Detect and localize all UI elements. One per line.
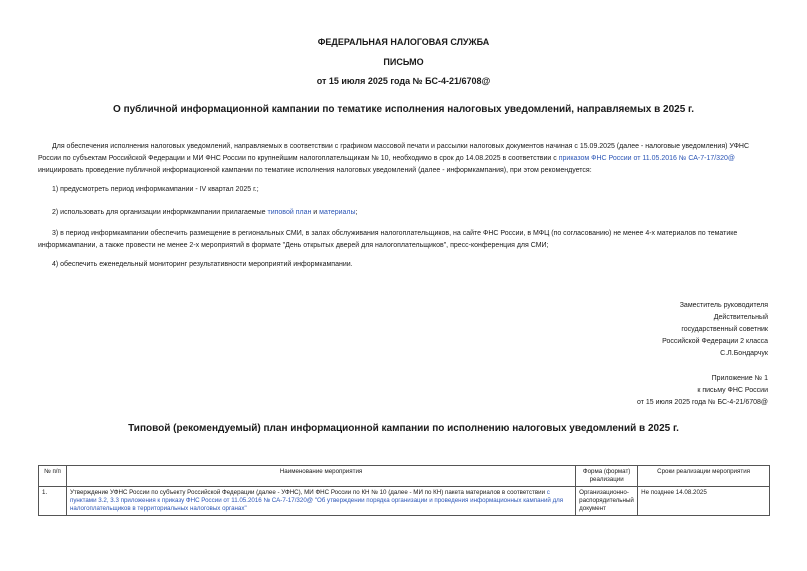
item2-text-before: 2) использовать для организации информкампании прилагаемые — [52, 209, 268, 216]
recommendation-item-1: 1) предусмотреть период информкампании - IV квартал 2025 г.; — [52, 186, 259, 193]
typical-plan-link[interactable]: типовой план — [267, 209, 312, 216]
order-link[interactable]: приказом ФНС России от 11.05.2016 № СА-7-17/320@ — [558, 155, 735, 162]
document-subject: О публичной информационной кампании по тематике исполнения налоговых уведомлений, направляемых в 2025 г. — [113, 104, 694, 115]
signature-name: С.Л.Бондарчук — [720, 350, 768, 357]
document-date-number: от 15 июля 2025 года № БС-4-21/6708@ — [316, 76, 491, 86]
appendix-line-1: Приложение № 1 — [711, 375, 768, 382]
appendix-block — [560, 373, 768, 409]
row-term: Не позднее 14.08.2025 — [638, 487, 770, 516]
row-num: 1. — [39, 487, 67, 516]
header-num: № п/п — [39, 466, 67, 487]
row-name — [66, 487, 575, 516]
plan-title: Типовой (рекомендуемый) план информационной кампании по исполнению налоговых уведомлений в 2025 г. — [128, 423, 679, 434]
intro-paragraph — [38, 141, 770, 177]
materials-link[interactable]: материалы — [319, 209, 356, 216]
header-name: Наименование мероприятия — [66, 466, 575, 487]
appendix-line-3: от 15 июля 2025 года № БС-4-21/6708@ — [636, 399, 768, 406]
item2-and: и — [311, 209, 320, 216]
row-name-text: Утверждение УФНС России по субъекту Российской Федерации (далее - УФНС), МИ ФНС России по КН № 10 (далее - МИ по КН) пакета материалов в соответствии — [69, 489, 547, 496]
appendix-line-2: к письму ФНС России — [697, 387, 768, 394]
plan-table — [38, 465, 770, 516]
header-term: Сроки реализации мероприятия — [638, 466, 770, 487]
signature-line-4: Российской Федерации 2 класса — [662, 338, 768, 345]
item2-text-after: ; — [355, 209, 358, 216]
signature-line-1: Заместитель руководителя — [679, 302, 768, 309]
intro-text-after: инициировать проведение публичной информационной кампании по тематике исполнения налоговых уведомлений (далее - информкампания), при этом рекомендуется: — [38, 167, 592, 174]
recommendation-item-3: 3) в период информкампании обеспечить размещение в региональных СМИ, в залах обслуживания налогоплательщиков, на сайте ФНС России, в МФЦ (по согласованию) не менее 4-х материалов по тематике информкампании, а также провести не менее 2-х мероприятий в формате "День открытых дверей для налогоплательщиков", пресс-конференция для СМИ; — [38, 230, 738, 249]
signature-line-2: Действительный — [713, 314, 768, 321]
table-row — [39, 487, 770, 516]
agency-name: ФЕДЕРАЛЬНАЯ НАЛОГОВАЯ СЛУЖБА — [317, 37, 490, 47]
header-form: Форма (формат) реализации — [576, 466, 638, 487]
recommendation-item-2 — [38, 207, 770, 219]
signature-line-3: государственный советник — [681, 326, 768, 333]
document-type: ПИСЬМО — [383, 57, 424, 67]
intro-text-before: Для обеспечения исполнения налоговых уведомлений, направляемых в соответствии с графиком массовой печати и рассылки налоговых документов начиная с 15.09.2025 (далее - налоговые уведомления) УФНС России по субъектам Российской Федерации и МИ ФНС России по крупнейшим налогоплательщикам № 10, необходимо в срок до 14.08.2025 в соответствии с — [38, 143, 750, 162]
table-header-row — [39, 466, 770, 487]
signature-block — [600, 300, 768, 360]
recommendation-item-4: 4) обеспечить еженедельный мониторинг результативности мероприятий информкампании. — [52, 261, 353, 268]
row-form: Организационно-распорядительный документ — [576, 487, 638, 516]
row-order-link[interactable]: с пунктами 3.2, 3.3 приложения к приказу ФНС России от 11.05.2016 № СА-7-17/320@ "Об утверждении порядка организации и проведения информационных кампаний для налогоплательщиков в территориальных налоговых органах" — [69, 489, 564, 512]
